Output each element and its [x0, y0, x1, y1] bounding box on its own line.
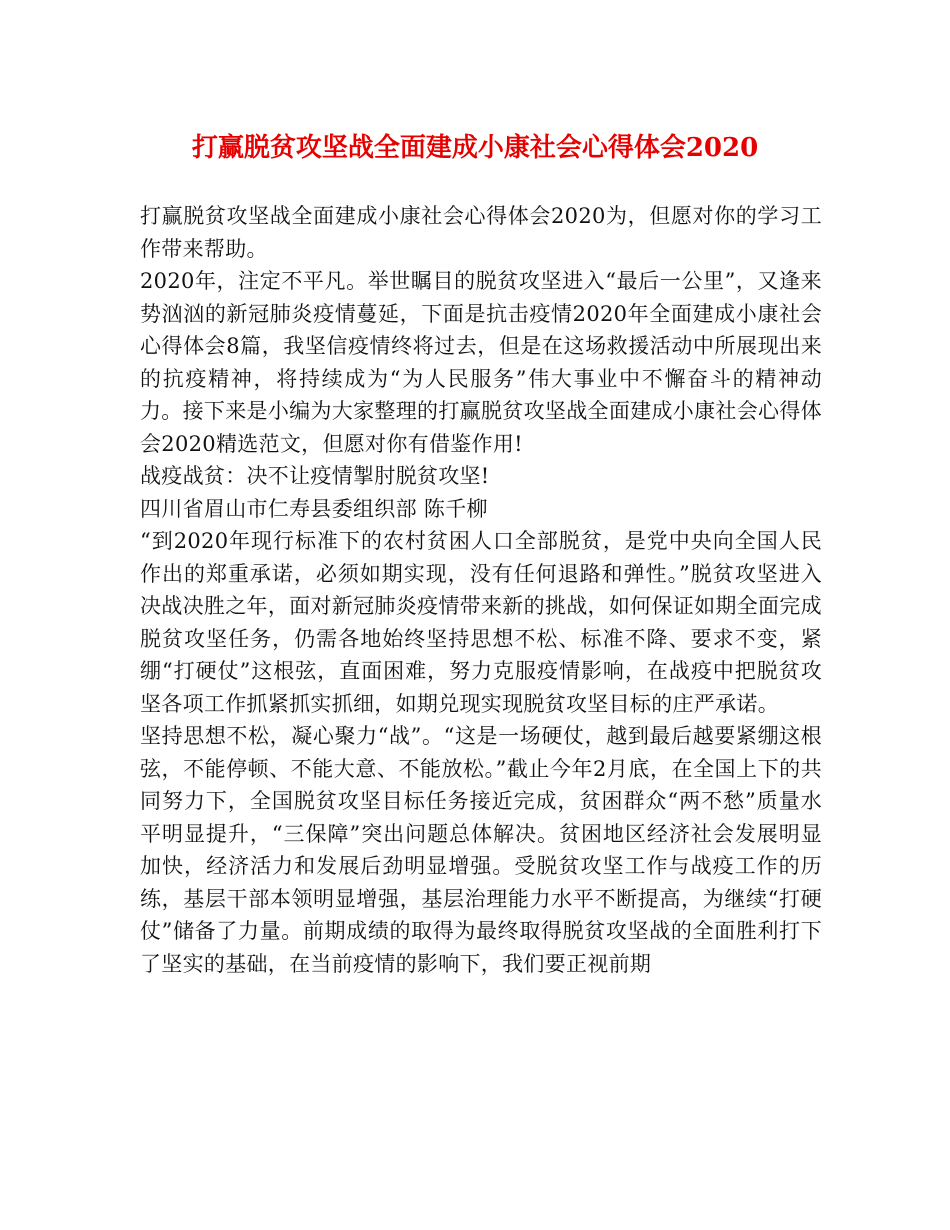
- paragraph-subtitle: 战疫战贫：决不让疫情掣肘脱贫攻坚!: [140, 464, 490, 488]
- paragraph-author: 四川省眉山市仁寿县委组织部 陈千柳: [140, 496, 488, 521]
- paragraph-intro: 打赢脱贫攻坚战全面建成小康社会心得体会2020为，但愿对你的学习工作带来帮助。: [140, 204, 822, 261]
- document-body: [140, 200, 822, 980]
- document-title: 打赢脱贫攻坚战全面建成小康社会心得体会2020: [191, 133, 759, 163]
- paragraph-quote: “到2020年现行标准下的农村贫困人口全部脱贫，是党中央向全国人民作出的郑重承诺，必须如期实现，没有任何退路和弹性。”脱贫攻坚进入决战决胜之年，面对新冠肺炎疫情带来新的挑战，如何保证如期全面完成脱贫攻坚任务，仍需各地始终坚持思想不松、标准不降、要求不变，紧绷“打硬仗”这根弦，直面困难，努力克服疫情影响，在战疫中把脱贫攻坚各项工作抓紧抓实抓细，如期兑现实现脱贫攻坚目标的庄严承诺。: [140, 529, 822, 716]
- paragraph-thought: 坚持思想不松，凝心聚力“战”。“这是一场硬仗，越到最后越要紧绷这根弦，不能停顿、不能大意、不能放松。”截止今年2月底，在全国上下的共同努力下，全国脱贫攻坚目标任务接近完成，贫困群众“两不愁”质量水平明显提升，“三保障”突出问题总体解决。贫困地区经济社会发展明显加快，经济活力和发展后劲明显增强。受脱贫攻坚工作与战疫工作的历练，基层干部本领明显增强，基层治理能力水平不断提高，为继续“打硬仗”储备了力量。前期成绩的取得为最终取得脱贫攻坚战的全面胜利打下了坚实的基础，在当前疫情的影响下，我们要正视前期: [140, 724, 822, 976]
- paragraph-2020: 2020年，注定不平凡。举世瞩目的脱贫攻坚进入“最后一公里”，又逢来势汹汹的新冠肺炎疫情蔓延，下面是抗击疫情2020年全面建成小康社会心得体会8篇，我坚信疫情终将过去，但是在这场救援活动中所展现出来的抗疫精神，将持续成为“为人民服务”伟大事业中不懈奋斗的精神动力。接下来是小编为大家整理的打赢脱贫攻坚战全面建成小康社会心得体会2020精选范文，但愿对你有借鉴作用!: [140, 269, 822, 456]
